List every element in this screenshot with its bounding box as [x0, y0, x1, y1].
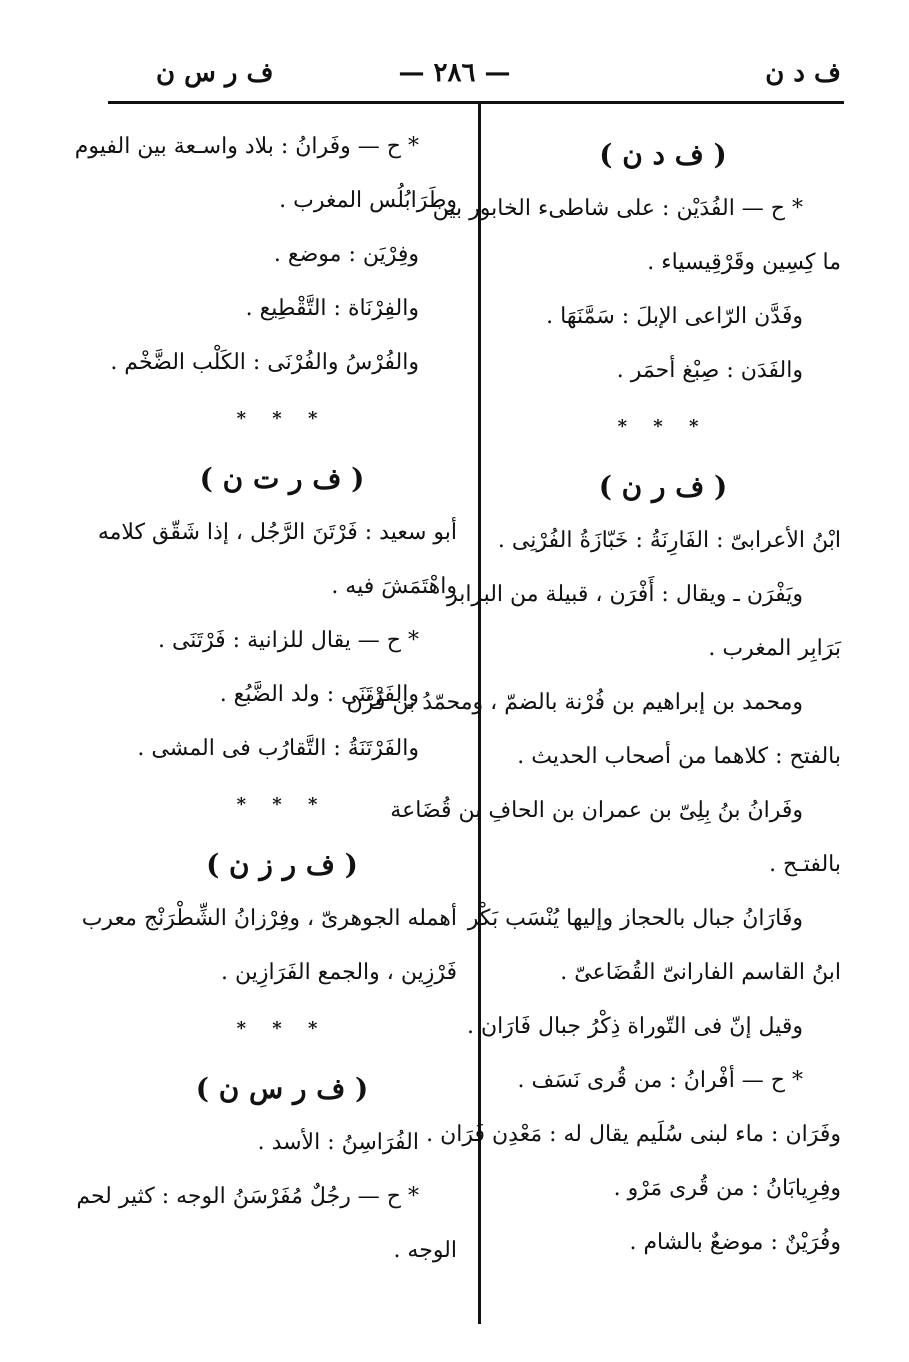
entry-line: أبو سعيد : فَرْتَنَ الرَّجُل ، إذا شَقّق كلامه	[97, 520, 457, 545]
root-heading: ( ف د ن )	[599, 138, 727, 171]
entry-line: أهمله الجوهرىّ ، وفِرْزانُ الشِّطْرَنْج معرب	[81, 906, 457, 931]
page-number: — ٢٨٦ —	[398, 58, 511, 88]
entry-line: وقيل إنّ فى التّوراة ذِكْرُ جبال فَارَان .	[466, 1014, 803, 1039]
root-heading: ( ف ر س ن )	[195, 1072, 369, 1105]
entry-line: والفَدَن : صِبْغ أحمَر .	[616, 358, 803, 383]
entry-line: * ح — رجُلٌ مُفَرْسَنُ الوجه : كثير لحم	[76, 1184, 419, 1209]
entry-line: واهْتَمَشَ فيه .	[331, 574, 457, 599]
entry-line: ابْنُ الأعرابىّ : الفَارِنَةُ : خَبّازَةُ الفُرْنِى .	[497, 528, 841, 553]
entry-line: وفِرْيَن : موضع .	[273, 242, 419, 267]
entry-line: وطَرَابُلُس المغرب .	[279, 188, 457, 213]
entry-line: فَرْزِين ، والجمع الفَرَازِين .	[221, 960, 457, 985]
entry-line: * ح — يقال للزانية : فَرْتَنَى .	[157, 628, 419, 653]
entry-line: * ح — أفْرانُ : من قُرى نَسَف .	[517, 1068, 803, 1093]
entry-line: ابنُ القاسم الفارانىّ القُضَاعىّ .	[560, 960, 841, 985]
root-heading: ( ف ر ن )	[598, 470, 728, 503]
entry-line: الوجه .	[393, 1238, 457, 1263]
root-heading: ( ف ر ز ن )	[206, 848, 358, 881]
running-head-left: ف ر س ن	[156, 58, 274, 88]
entry-line: * ح — وفَرانُ : بلاد واسـعة بين الفيوم	[74, 134, 419, 159]
entry-line: وفَرَان : ماء لبنى سُلَيم يقال له : مَعْدِن فَرَان .	[426, 1122, 841, 1147]
entry-line: ما كِسِين وقَرْقِيسياء .	[647, 250, 841, 275]
entry-line: وفِرِيابَانُ : من قُرى مَرْو .	[613, 1176, 841, 1201]
left-column	[74, 120, 457, 1278]
entry-line: والفِرْنَاة : التَّقْطِيع .	[245, 296, 419, 321]
section-separator: * * *	[617, 416, 709, 437]
entry-line: ويَفْرَن ـ ويقال : أَفْرَن ، قبيلة من البرابر	[447, 582, 803, 607]
entry-line: وفُرَيْنٌ : موضعٌ بالشام .	[629, 1230, 841, 1255]
entry-line: بالفتح : كلاهما من أصحاب الحديث .	[517, 744, 841, 769]
entry-line: والفُرْسُ والفُرْنَى : الكَلْب الضَّخْم .	[110, 350, 419, 375]
entry-line: الفُرَاسِنُ : الأسد .	[257, 1130, 419, 1155]
entry-line: وفَارَانُ جبال بالحجاز وإليها يُنْسَب بَكْر	[467, 906, 803, 931]
header-rule	[108, 101, 844, 104]
section-separator: * * *	[236, 408, 328, 429]
root-heading: ( ف ر ت ن )	[199, 462, 365, 495]
entry-line: * ح — الفُدَيْن : على شاطىء الخابور بين	[432, 196, 803, 221]
entry-line: ومحمد بن إبراهيم بن فُرْنة بالضمّ ، ومحمّدُ بن فَرْن	[346, 690, 803, 715]
section-separator: * * *	[236, 794, 328, 815]
section-separator: * * *	[236, 1018, 328, 1039]
entry-line: بَرَابِر المغرب .	[708, 636, 841, 661]
entry-line: بالفتـح .	[769, 852, 841, 877]
running-head-right: ف د ن	[765, 58, 841, 88]
entry-line: والفَرْتَنَى : ولد الضَّبُع .	[219, 682, 419, 707]
entry-line: والفَرْتَنَةُ : التَّقارُب فى المشى .	[137, 736, 419, 761]
entry-line: وفَدَّن الرّاعى الإبلَ : سَمَّنَهَا .	[546, 304, 803, 329]
entry-line: وفَرانُ بنُ بِلِىّ بن عمران بن الحافِ بن قُضَاعة	[390, 798, 803, 823]
